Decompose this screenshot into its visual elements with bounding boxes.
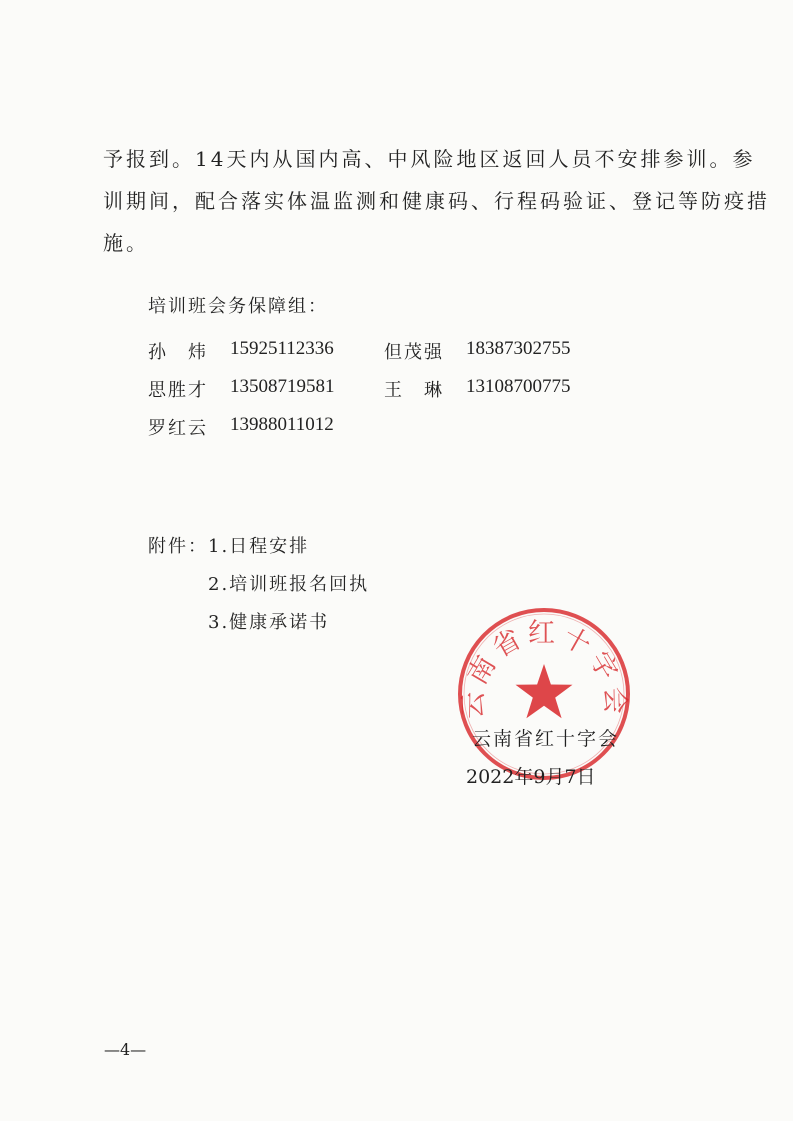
page-number: —4—: [104, 1040, 147, 1059]
contact-name: 罗红云: [148, 418, 208, 439]
signer-organization: 云南省红十字会: [472, 728, 620, 750]
body-paragraph: [103, 138, 770, 264]
signature-date: 2022年9月7日: [466, 766, 596, 788]
seal-star-icon: [516, 664, 573, 718]
contact-heading: 培训班会务保障组：: [148, 296, 328, 317]
attachment-item: 2.培训班报名回执: [208, 574, 370, 595]
contact-phone: 15925112336: [230, 338, 334, 359]
contact-phone: 18387302755: [466, 338, 571, 359]
contact-phone: 13108700775: [466, 376, 571, 397]
body-line: 予报到。14天内从国内高、中风险地区返回人员不安排参训。参: [103, 147, 756, 171]
official-seal-stamp: [456, 606, 632, 782]
contact-name: 孙 炜: [148, 342, 208, 363]
contact-name: 王 琳: [384, 380, 444, 401]
svg-text:云南省红十字会: 云南省红十字会: [457, 618, 631, 720]
body-line: 施。: [103, 231, 149, 255]
attachment-item: 1.日程安排: [208, 536, 310, 557]
attachment-item: 3.健康承诺书: [208, 612, 330, 633]
contact-name: 但茂强: [384, 342, 444, 363]
attachment-label: 附件：: [148, 536, 208, 557]
contact-name: 思胜才: [148, 380, 208, 401]
body-line: 训期间，配合落实体温监测和健康码、行程码验证、登记等防疫措: [103, 189, 770, 213]
contact-phone: 13508719581: [230, 376, 335, 397]
contact-phone: 13988011012: [230, 414, 334, 435]
